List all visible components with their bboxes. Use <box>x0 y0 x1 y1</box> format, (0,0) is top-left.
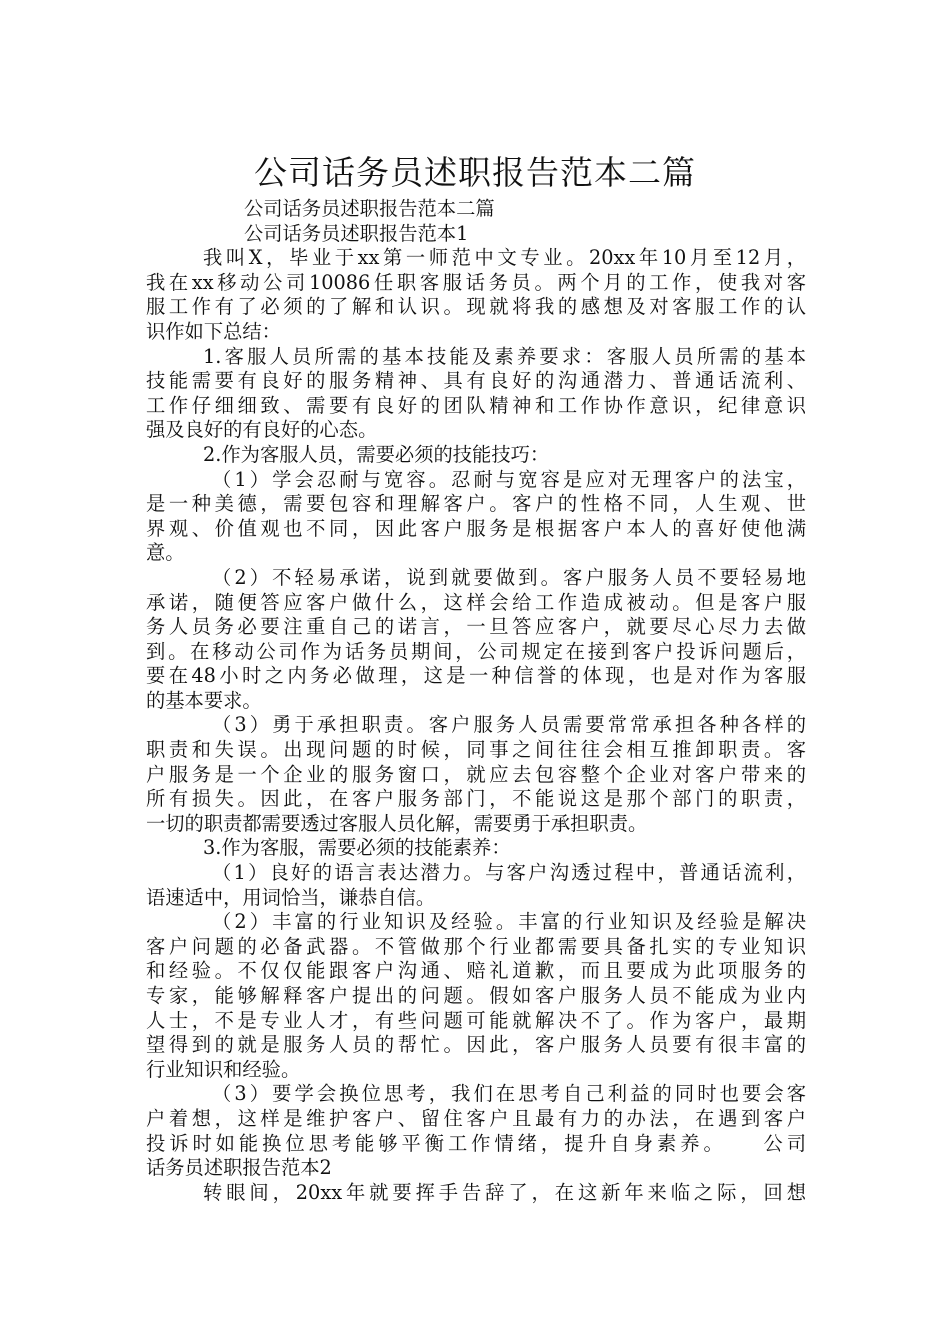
body-text-line: 和经验。不仅仅能跟客户沟通、赔礼道歉，而且要成为此项服务的 <box>146 959 806 983</box>
body-text-line: 承诺，随便答应客户做什么，这样会给工作造成被动。但是客户服 <box>146 590 806 614</box>
body-text-line: 公司话务员述职报告范本二篇 <box>244 197 495 220</box>
body-text-line: （2）不轻易承诺，说到就要做到。客户服务人员不要轻易地 <box>212 565 806 589</box>
body-text-line: 的基本要求。 <box>146 688 262 712</box>
body-text-line: 界观、价值观也不同，因此客户服务是根据客户本人的喜好使他满 <box>146 516 806 540</box>
body-text-line: 一切的职责都需要透过客服人员化解，需要勇于承担职责。 <box>146 811 648 835</box>
body-text-line: 所有损失。因此，在客户服务部门，不能说这是那个部门的职责， <box>146 787 806 811</box>
body-text-line: （2）丰富的行业知识及经验。丰富的行业知识及经验是解决 <box>212 910 806 934</box>
body-text-line: 公司话务员述职报告范本1 <box>244 221 469 245</box>
body-text-line: 3.作为客服，需要必须的技能素养： <box>203 836 511 860</box>
body-text-line: 意。 <box>146 541 185 565</box>
body-text-line: 服工作有了必须的了解和认识。现就将我的感想及对客服工作的认 <box>146 295 806 319</box>
body-text-line: 强及良好的有良好的心态。 <box>146 418 378 442</box>
body-text-line: 专家，能够解释客户提出的问题。假如客户服务人员不能成为业内 <box>146 984 806 1007</box>
document-body <box>146 197 806 1205</box>
body-text-line: 户服务是一个企业的服务窗口，就应去包容整个企业对客户带来的 <box>146 762 806 786</box>
body-text-line: 识作如下总结： <box>146 319 281 343</box>
body-text-line: 技能需要有良好的服务精神、具有良好的沟通潜力、普通话流利、 <box>146 369 806 393</box>
body-text-line: 1.客服人员所需的基本技能及素养要求：客服人员所需的基本 <box>203 344 806 368</box>
body-text-line: 2.作为客服人员，需要必须的技能技巧： <box>203 442 550 466</box>
body-text-line: 行业知识和经验。 <box>146 1057 301 1081</box>
body-text-line: （1）良好的语言表达潜力。与客户沟透过程中，普通话流利， <box>212 861 806 885</box>
body-text-line: 转眼间，20xx年就要挥手告辞了，在这新年来临之际，回想 <box>203 1180 806 1204</box>
body-text-line: （3）勇于承担职责。客户服务人员需要常常承担各种各样的 <box>212 713 806 737</box>
body-text-line: 客户问题的必备武器。不管做那个行业都需要具备扎实的专业知识 <box>146 934 806 958</box>
document-title: 公司话务员述职报告范本二篇 <box>254 153 696 193</box>
body-text-line: （1）学会忍耐与宽容。忍耐与宽容是应对无理客户的法宝， <box>212 467 806 491</box>
body-text-line: 要在48小时之内务必做理，这是一种信誉的体现，也是对作为客服 <box>146 664 806 688</box>
body-text-line: （3）要学会换位思考，我们在思考自己利益的同时也要会客 <box>212 1082 806 1106</box>
body-text-line: 我在xx移动公司10086任职客服话务员。两个月的工作，使我对客 <box>146 270 806 294</box>
body-text-line: 语速适中，用词恰当，谦恭自信。 <box>146 885 436 909</box>
body-text-line: 人士，不是专业人才，有些问题可能就解决不了。作为客户，最期 <box>146 1008 806 1032</box>
body-text-line: 工作仔细细致、需要有良好的团队精神和工作协作意识，纪律意识 <box>146 393 806 417</box>
body-text-line: 到。在移动公司作为话务员期间，公司规定在接到客户投诉问题后， <box>146 639 806 663</box>
body-text-line: 务人员务必要注重自己的诺言，一旦答应客户，就要尽心尽力去做 <box>146 615 806 639</box>
body-text-line: 职责和失误。出现问题的时候，同事之间往往会相互推卸职责。客 <box>146 738 806 762</box>
body-text-line: 投诉时如能换位思考能够平衡工作情绪，提升自身素养。 公司 <box>146 1131 806 1155</box>
body-text-line: 我叫X，毕业于xx第一师范中文专业。20xx年10月至12月， <box>203 246 806 270</box>
body-text-line: 话务员述职报告范本2 <box>146 1156 332 1180</box>
body-text-line: 望得到的就是服务人员的帮忙。因此，客户服务人员要有很丰富的 <box>146 1033 806 1057</box>
body-text-line: 户着想，这样是维护客户、留住客户且最有力的办法，在遇到客户 <box>146 1106 806 1130</box>
body-text-line: 是一种美德，需要包容和理解客户。客户的性格不同，人生观、世 <box>146 492 806 516</box>
